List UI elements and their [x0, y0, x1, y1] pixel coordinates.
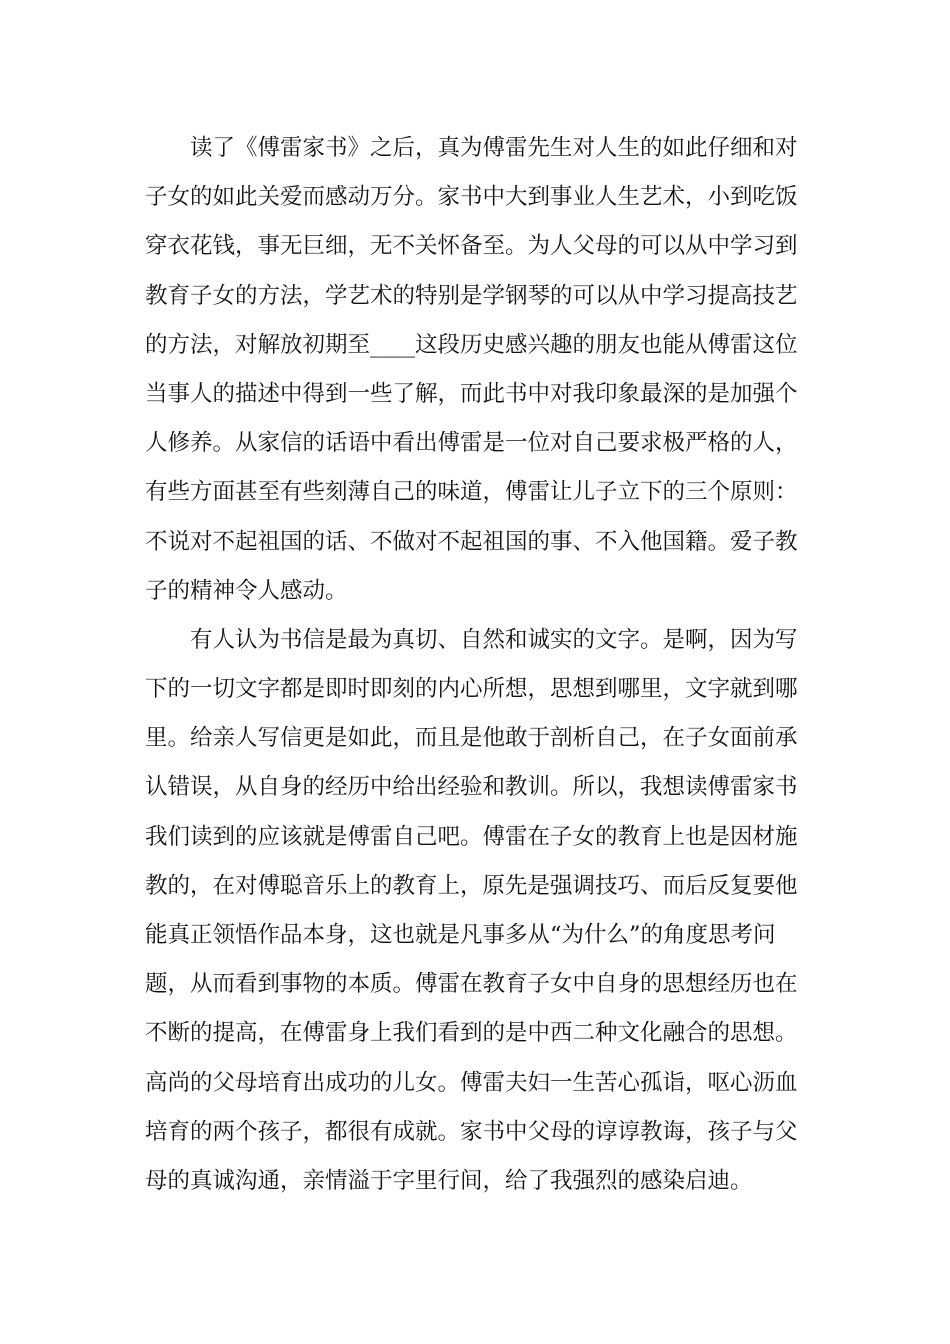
- text-line: 当事人的描述中得到一些了解，而此书中对我印象最深的是加强个: [145, 380, 798, 407]
- document-body: [145, 124, 806, 1206]
- text-line: 教的，在对傅聪音乐上的教育上，原先是强调技巧、而后反复要他: [145, 872, 798, 899]
- text-line: 不断的提高，在傅雷身上我们看到的是中西二种文化融合的思想。: [145, 1020, 798, 1047]
- text-line: 读了《傅雷家书》之后，真为傅雷先生对人生的如此仔细和对: [190, 135, 798, 161]
- text-line: 高尚的父母培育出成功的儿女。傅雷夫妇一生苦心孤诣，呕心沥血: [145, 1069, 798, 1096]
- text-line: 人修养。从家信的话语中看出傅雷是一位对自己要求极严格的人，: [145, 430, 798, 457]
- text-line: 子的精神令人感动。: [145, 577, 348, 604]
- text-line: 培育的两个孩子，都很有成就。家书中父母的谆谆教诲，孩子与父: [145, 1118, 798, 1145]
- text-line: 穿衣花钱，事无巨细，无不关怀备至。为人父母的可以从中学习到: [145, 233, 798, 260]
- paragraph-2: [145, 616, 806, 1206]
- text-line: 里。给亲人写信更是如此，而且是他敢于剖析自己，在子女面前承: [145, 725, 798, 752]
- text-line: 有些方面甚至有些刻薄自己的味道，傅雷让儿子立下的三个原则：: [145, 479, 798, 506]
- text-line: 下的一切文字都是即时即刻的内心所想，思想到哪里，文字就到哪: [145, 676, 798, 703]
- text-line: 的方法，对解放初期至____这段历史感兴趣的朋友也能从傅雷这位: [145, 331, 798, 358]
- text-line: 不说对不起祖国的话、不做对不起祖国的事、不入他国籍。爱子教: [145, 528, 798, 555]
- text-line: 题，从而看到事物的本质。傅雷在教育子女中自身的思想经历也在: [145, 971, 798, 998]
- text-line: 教育子女的方法，学艺术的特别是学钢琴的可以从中学习提高技艺: [145, 282, 798, 309]
- text-line: 母的真诚沟通，亲情溢于字里行间，给了我强烈的感染启迪。: [145, 1167, 753, 1194]
- paragraph-1: [145, 124, 806, 616]
- text-line: 我们读到的应该就是傅雷自己吧。傅雷在子女的教育上也是因材施: [145, 823, 798, 850]
- text-line: 子女的如此关爱而感动万分。家书中大到事业人生艺术，小到吃饭: [145, 184, 798, 211]
- text-line: 能真正领悟作品本身，这也就是凡事多从“为什么”的角度思考问: [145, 922, 776, 948]
- text-line: 认错误，从自身的经历中给出经验和教训。所以，我想读傅雷家书: [145, 774, 798, 801]
- text-line: 有人认为书信是最为真切、自然和诚实的文字。是啊，因为写: [190, 626, 798, 653]
